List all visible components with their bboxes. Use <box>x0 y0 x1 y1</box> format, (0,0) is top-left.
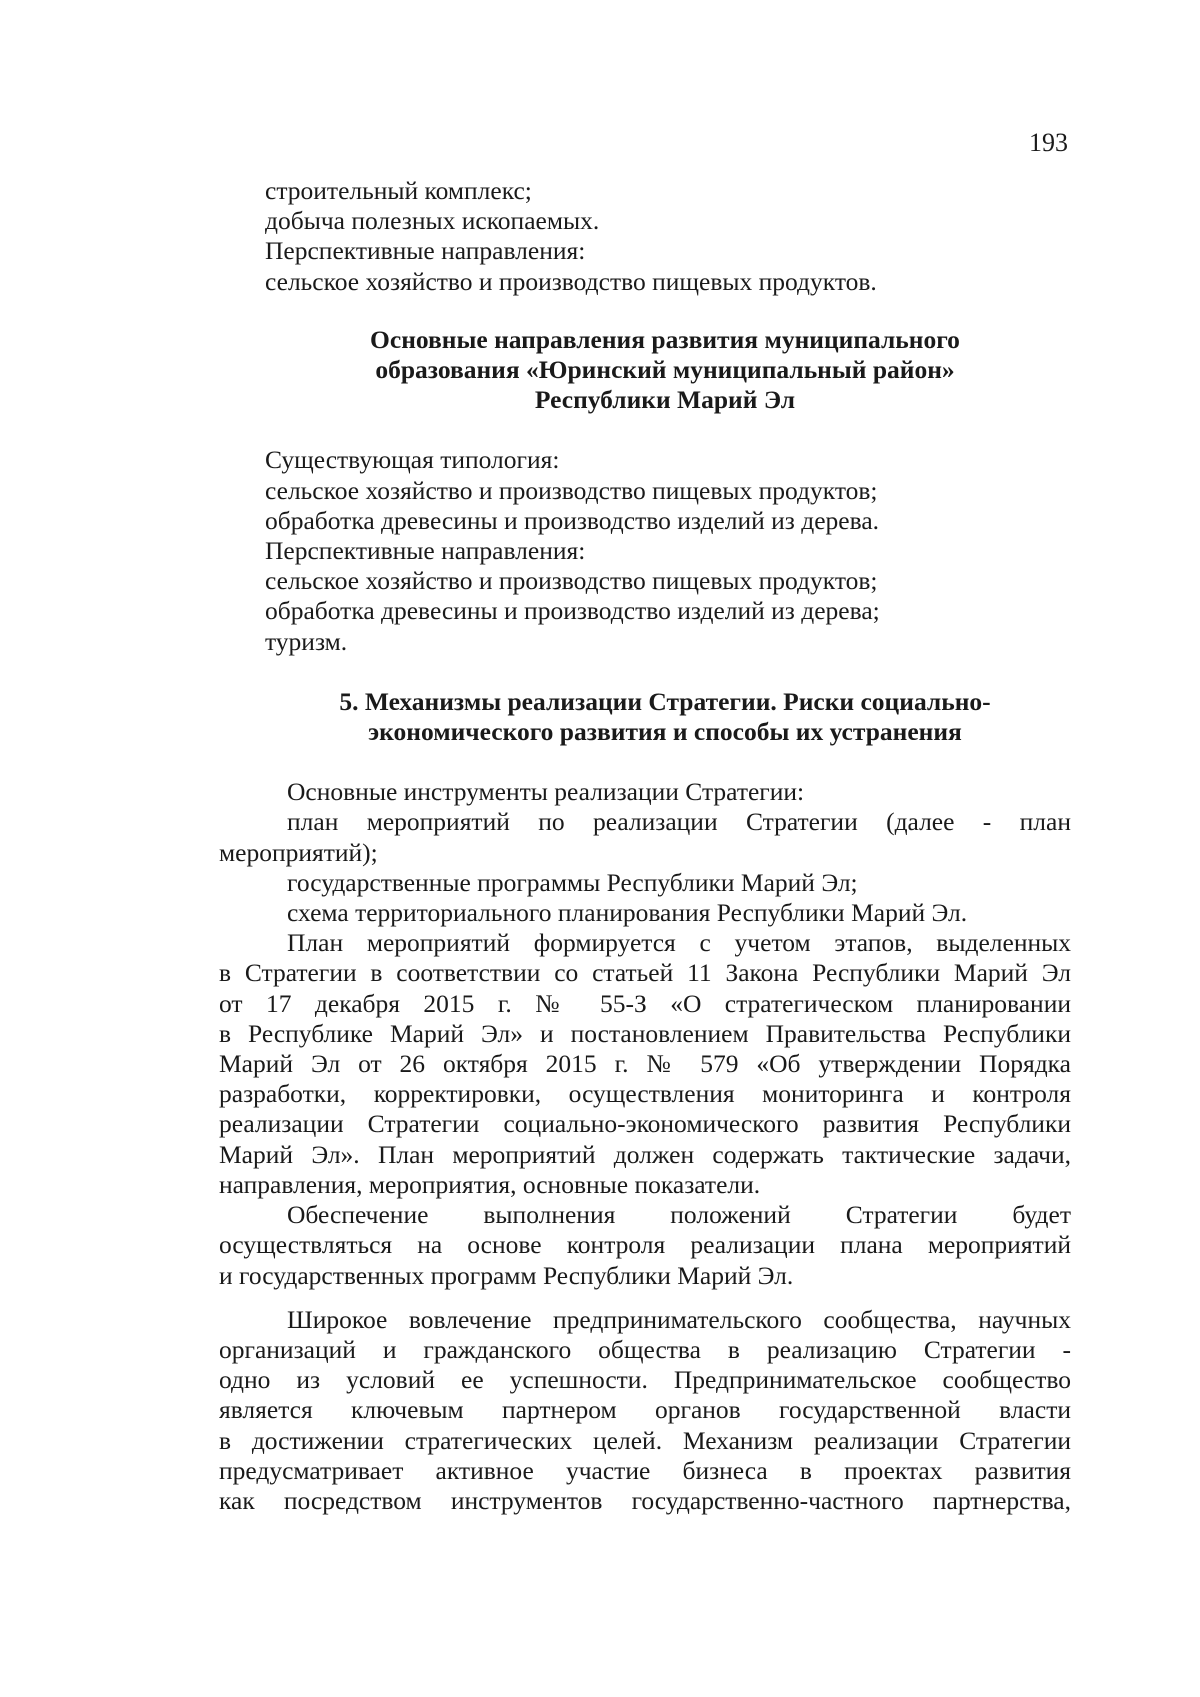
instrument-plan-line-cont: мероприятий); <box>219 837 378 867</box>
list-item: Перспективные направления: <box>265 536 586 566</box>
list-yurinsky <box>219 445 1071 656</box>
list-item: обработка древесины и производство изделий из дерева; <box>265 596 880 626</box>
paragraph-line: одно из условий ее успешности. Предпринимательское сообщество <box>219 1365 1071 1395</box>
paragraph-line: является ключевым партнером органов государственной власти <box>219 1395 1071 1425</box>
instrument-programs: государственные программы Республики Марий Эл; <box>287 867 858 897</box>
heading-line: Основные направления развития муниципального <box>370 324 960 354</box>
paragraph-line: Марий Эл». План мероприятий должен содержать тактические задачи, <box>219 1139 1071 1169</box>
paragraph-line: в достижении стратегических целей. Механизм реализации Стратегии <box>219 1425 1071 1455</box>
list-item: обработка древесины и производство изделий из дерева. <box>265 505 880 535</box>
list-item: туризм. <box>265 626 348 656</box>
paragraph-line: в Стратегии в соответствии со статьей 11 Закона Республики Марий Эл <box>219 958 1071 988</box>
list-item: строительный комплекс; <box>265 176 532 205</box>
paragraph-line: организаций и гражданского общества в реализацию Стратегии - <box>219 1334 1071 1364</box>
list-item: сельское хозяйство и производство пищевых продуктов; <box>265 566 878 596</box>
paragraph-line: осуществляться на основе контроля реализации плана мероприятий <box>219 1230 1071 1260</box>
instruments-intro: Основные инструменты реализации Стратегии: <box>287 777 805 807</box>
instruments-block <box>219 777 1071 928</box>
paragraph-line: План мероприятий формируется с учетом этапов, выделенных <box>287 928 1071 958</box>
paragraph-line: Марий Эл от 26 октября 2015 г. № 579 «Об утверждении Порядка <box>219 1049 1071 1079</box>
paragraph-provision <box>219 1200 1071 1291</box>
heading-line: экономического развития и способы их устранения <box>368 717 962 747</box>
paragraph-line: от 17 декабря 2015 г. № 55-З «О стратегическом планировании <box>219 988 1071 1018</box>
instrument-scheme: схема территориального планирования Республики Марий Эл. <box>287 898 968 928</box>
heading-section-5 <box>219 687 1071 747</box>
paragraph-line: как посредством инструментов государственно-частного партнерства, <box>219 1485 1071 1515</box>
heading-line: 5. Механизмы реализации Стратегии. Риски социально- <box>339 686 991 716</box>
page-number: 193 <box>1029 128 1068 157</box>
list-item: добыча полезных ископаемых. <box>265 206 600 236</box>
paragraph-line: направления, мероприятия, основные показатели. <box>219 1169 761 1199</box>
document-body <box>219 176 1071 1516</box>
paragraph-line: в Республике Марий Эл» и постановлением Правительства Республики <box>219 1018 1071 1048</box>
paragraph-line: и государственных программ Республики Марий Эл. <box>219 1260 794 1290</box>
heading-yurinsky <box>219 325 1071 416</box>
heading-line: образования «Юринский муниципальный район» <box>375 355 955 385</box>
paragraph-plan <box>219 928 1071 1200</box>
paragraph-business <box>219 1305 1071 1516</box>
list-item: Существующая типология: <box>265 445 560 475</box>
heading-line: Республики Марий Эл <box>534 385 796 415</box>
paragraph-line: предусматривает активное участие бизнеса в проектах развития <box>219 1455 1071 1485</box>
instrument-plan-line: план мероприятий по реализации Стратегии (далее - план <box>287 807 1071 837</box>
paragraph-line: Широкое вовлечение предпринимательского сообщества, научных <box>287 1304 1071 1334</box>
paragraph-line: разработки, корректировки, осуществления мониторинга и контроля <box>219 1079 1071 1109</box>
paragraph-line: Обеспечение выполнения положений Стратегии будет <box>287 1200 1071 1230</box>
list-item: сельское хозяйство и производство пищевых продуктов; <box>265 475 878 505</box>
list-item: Перспективные направления: <box>265 236 586 266</box>
paragraph-line: реализации Стратегии социально-экономического развития Республики <box>219 1109 1071 1139</box>
list-top <box>219 176 1071 297</box>
list-item: сельское хозяйство и производство пищевых продуктов. <box>265 266 877 296</box>
